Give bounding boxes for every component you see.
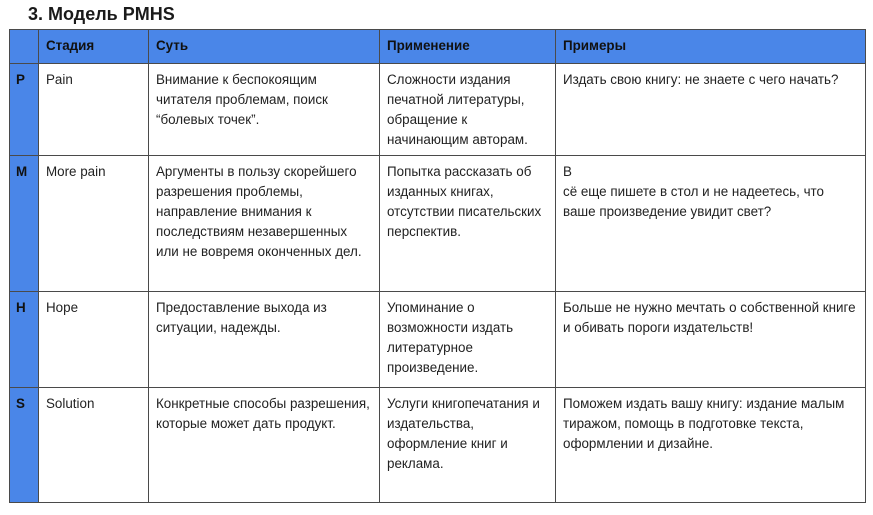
row-application: Попытка рассказать об изданных книгах, отсутствии писательских перспектив. [380,156,556,292]
table-row [10,388,866,503]
row-stage: Hope [39,292,149,388]
row-stage: More pain [39,156,149,292]
example-line-2: сё еще пишете в стол и не надеетесь, что ваше произведение увидит свет? [563,184,824,219]
example-line-1: В [563,164,572,179]
row-example: Больше не нужно мечтать о собственной книге и обивать пороги издательств! [556,292,866,388]
row-stage: Solution [39,388,149,503]
section-title: 3. Модель PMHS [28,4,175,24]
header-application: Применение [380,30,556,64]
table-row [10,64,866,156]
row-letter: P [10,64,39,156]
table-header-row [10,30,866,64]
row-example: Поможем издать вашу книгу: издание малым тиражом, помощь в подготовке текста, оформлении и дизайне. [556,388,866,503]
row-essence: Предоставление выхода из ситуации, надежды. [149,292,380,388]
header-examples: Примеры [556,30,866,64]
table-row [10,292,866,388]
row-essence: Конкретные способы разрешения, которые может дать продукт. [149,388,380,503]
row-letter: H [10,292,39,388]
pmhs-table [9,29,866,503]
row-stage: Pain [39,64,149,156]
row-letter: M [10,156,39,292]
table-row [10,156,866,292]
row-application: Услуги книгопечатания и издательства, оформление книг и реклама. [380,388,556,503]
row-essence: Внимание к беспокоящим читателя проблемам, поиск “болевых точек”. [149,64,380,156]
row-essence: Аргументы в пользу скорейшего разрешения проблемы, направление внимания к последствиям незавершенных или не вовремя оконченных дел. [149,156,380,292]
row-letter: S [10,388,39,503]
row-example [556,156,866,292]
header-corner-cell [10,30,39,64]
header-stage: Стадия [39,30,149,64]
row-application: Сложности издания печатной литературы, обращение к начинающим авторам. [380,64,556,156]
row-application: Упоминание о возможности издать литературное произведение. [380,292,556,388]
header-essence: Суть [149,30,380,64]
row-example: Издать свою книгу: не знаете с чего начать? [556,64,866,156]
